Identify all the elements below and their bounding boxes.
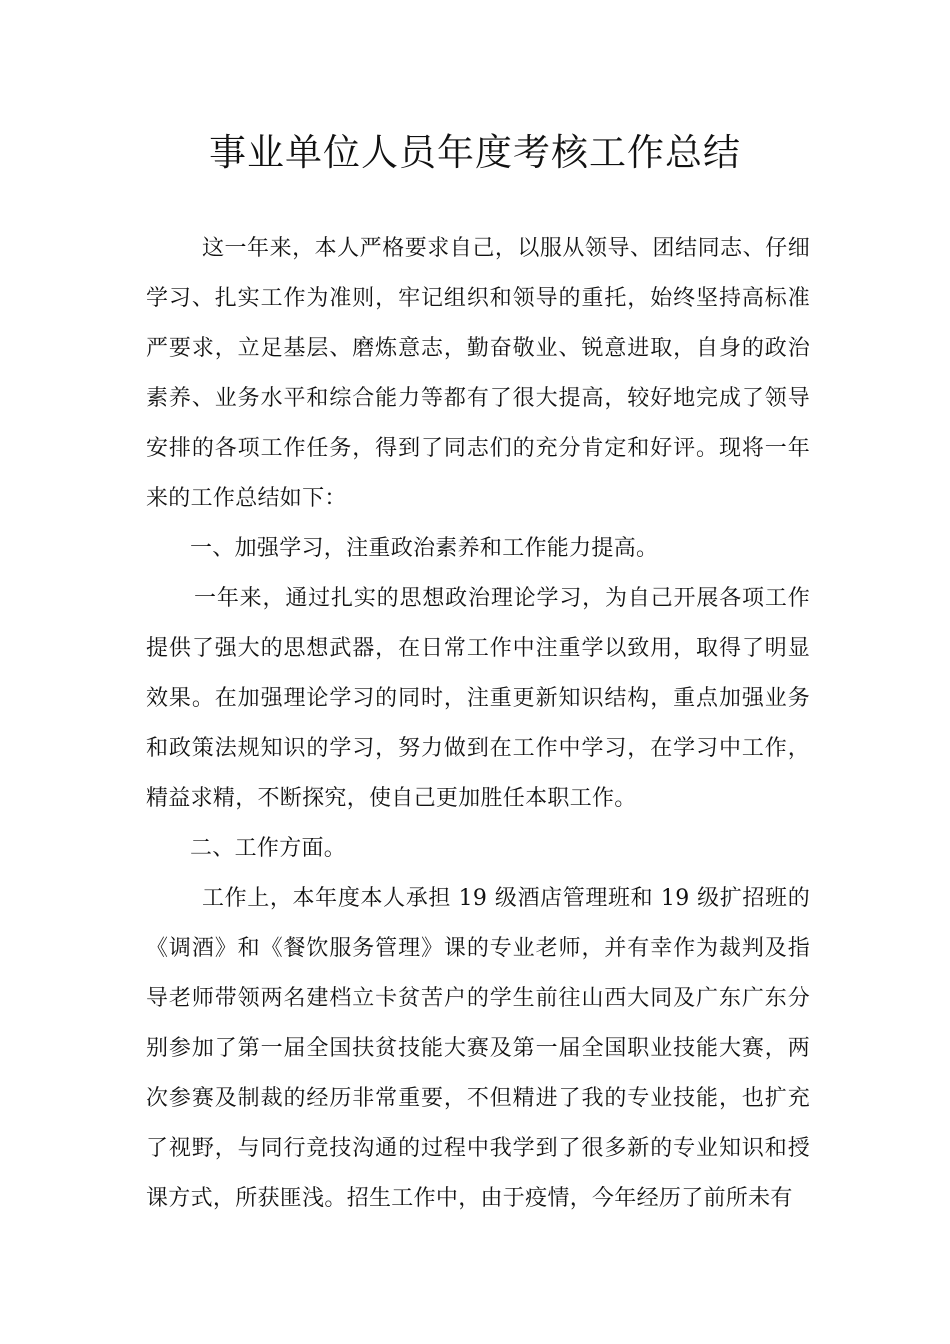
document-title: 事业单位人员年度考核工作总结 — [209, 131, 741, 174]
paragraph-intro: 这一年来，本人严格要求自己，以服从领导、团结同志、仔细学习、扎实工作为准则，牢记组织和领导的重托，始终坚持高标准严要求，立足基层、磨炼意志，勤奋敬业、锐意进取，自身的政治素养、业务水平和综合能力等都有了很大提高，较好地完成了领导安排的各项工作任务，得到了同志们的充分肯定和好评。现将一年来的工作总结如下： — [146, 236, 810, 511]
document-body — [146, 224, 810, 1224]
section-heading-1: 一、加强学习，注重政治素养和工作能力提高。 — [190, 536, 659, 561]
section-heading-2: 二、工作方面。 — [190, 836, 347, 861]
paragraph-study: 一年来，通过扎实的思想政治理论学习，为自己开展各项工作提供了强大的思想武器，在日常工作中注重学以致用，取得了明显效果。在加强理论学习的同时，注重更新知识结构，重点加强业务和政策法规知识的学习，努力做到在工作中学习，在学习中工作，精益求精，不断探究，使自己更加胜任本职工作。 — [146, 586, 810, 811]
paragraph-work: 工作上，本年度本人承担 19 级酒店管理班和 19 级扩招班的《调酒》和《餐饮服务管理》课的专业老师，并有幸作为裁判及指导老师带领两名建档立卡贫苦户的学生前往山西大同及广东广东分别参加了第一届全国扶贫技能大赛及第一届全国职业技能大赛，两次参赛及制裁的经历非常重要，不但精进了我的专业技能，也扩充了视野，与同行竞技沟通的过程中我学到了很多新的专业知识和授课方式，所获匪浅。招生工作中，由于疫情，今年经历了前所未有 — [146, 886, 810, 1211]
